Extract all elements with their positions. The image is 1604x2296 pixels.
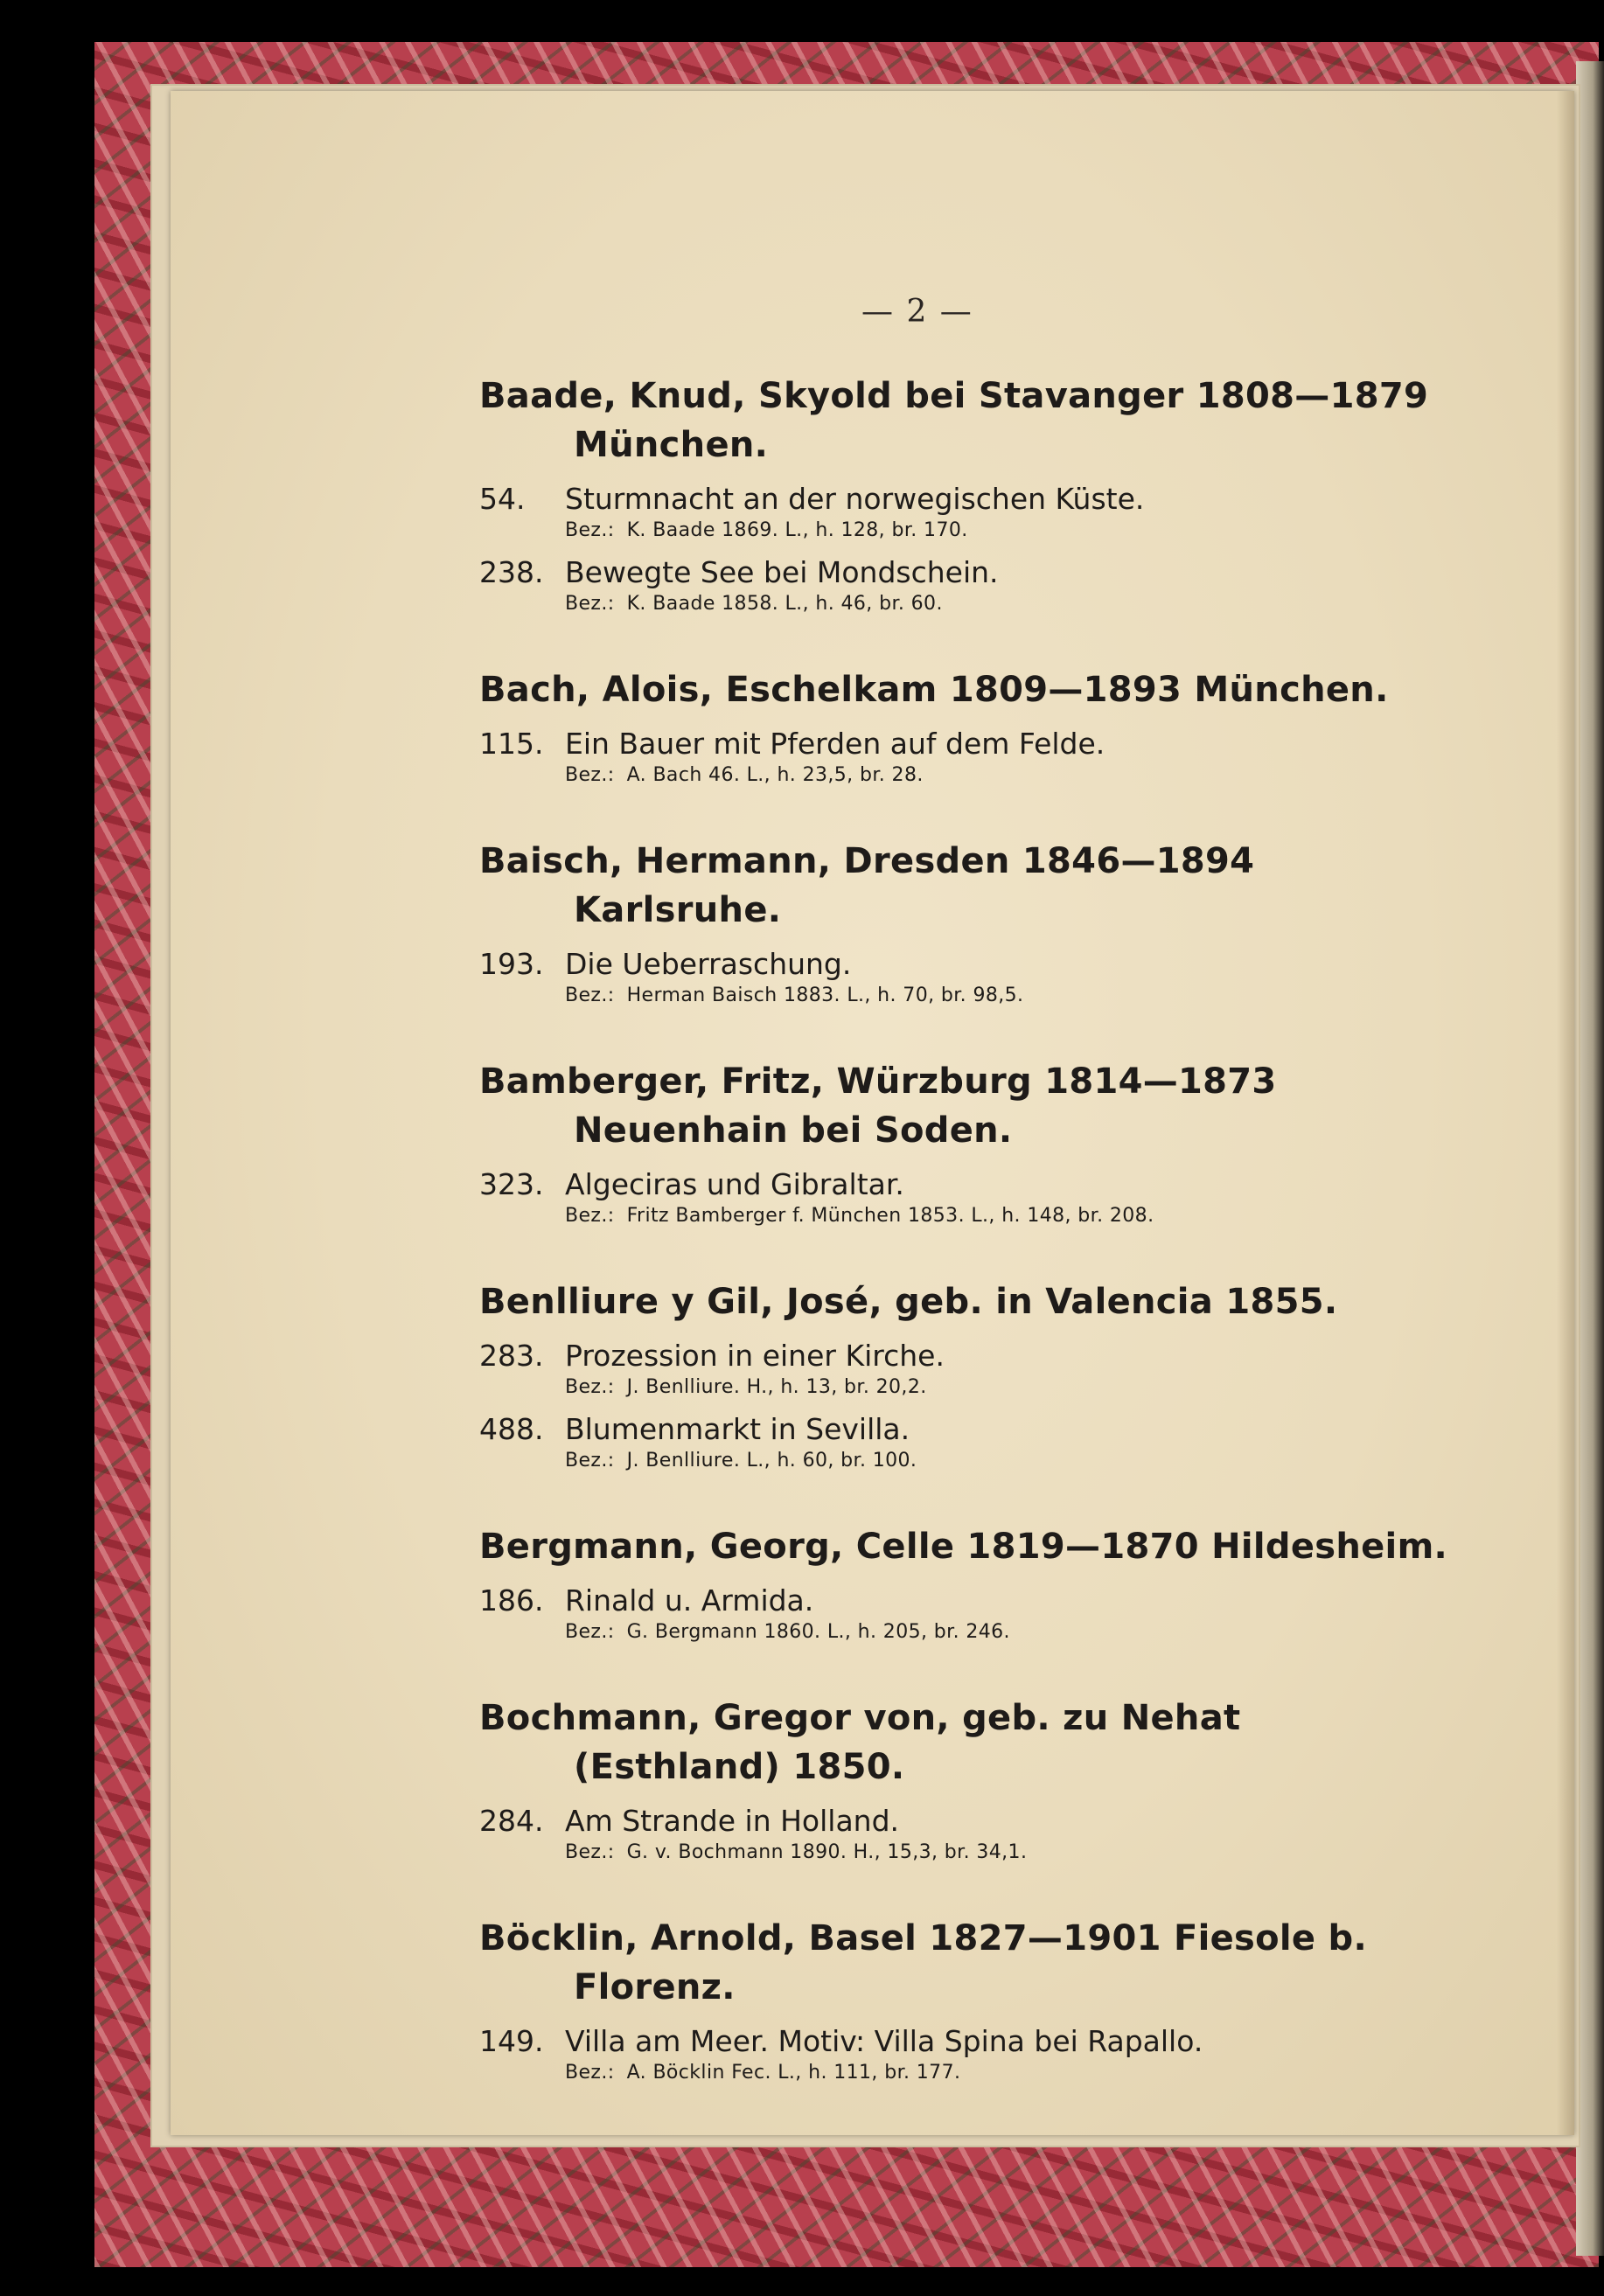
entry-number: 186. (479, 1583, 544, 1618)
artist-heading: Bochmann, Gregor von, geb. zu Nehat (Esthland) 1850. (479, 1698, 1241, 1787)
inscription-text: A. Bach 46. L., h. 23,5, br. 28. (626, 764, 924, 786)
inscription-text: J. Benlliure. H., h. 13, br. 20,2. (626, 1376, 927, 1398)
artist-heading: Baisch, Hermann, Dresden 1846—1894 Karlsruhe. (479, 841, 1255, 930)
artist-heading: Baade, Knud, Skyold bei Stavanger 1808—1879 München. (479, 376, 1429, 465)
inscription-line (565, 1620, 1459, 1645)
inscription-label: Bez.: (565, 1841, 615, 1863)
inscription-text: K. Baade 1869. L., h. 128, br. 170. (626, 519, 968, 541)
inscription-text: J. Benlliure. L., h. 60, br. 100. (626, 1450, 917, 1472)
catalog-entry (479, 725, 1459, 788)
inscription-label: Bez.: (565, 1376, 615, 1398)
inscription-line (565, 1449, 1459, 1473)
entry-number: 323. (479, 1167, 544, 1201)
inscription-line (565, 984, 1459, 1008)
page-number: — 2 — (861, 294, 973, 330)
inscription-label: Bez.: (565, 984, 615, 1006)
inscription-text: Fritz Bamberger f. München 1853. L., h. 148, br. 208. (626, 1205, 1154, 1227)
catalog-entry (479, 480, 1459, 543)
inscription-label: Bez.: (565, 519, 615, 541)
inscription-label: Bez.: (565, 593, 615, 615)
inscription-label: Bez.: (565, 1621, 615, 1643)
inscription-text: G. Bergmann 1860. L., h. 205, br. 246. (626, 1621, 1010, 1643)
entry-body (565, 2022, 1459, 2085)
entry-number: 193. (479, 947, 544, 981)
catalog-entry (479, 1337, 1459, 1400)
inscription-line (565, 1840, 1459, 1865)
entry-number: 115. (479, 727, 544, 761)
inscription-text: A. Böcklin Fec. L., h. 111, br. 177. (626, 2062, 961, 2084)
inscription-label: Bez.: (565, 1450, 615, 1472)
painting-title: Die Ueberraschung. (565, 947, 852, 981)
entry-body (565, 725, 1459, 788)
entry-body (565, 1410, 1459, 1473)
catalog-entry (479, 1410, 1459, 1473)
painting-title: Villa am Meer. Motiv: Villa Spina bei Rapallo. (565, 2024, 1203, 2058)
artist-heading: Bamberger, Fritz, Würzburg 1814—1873 Neuenhain bei Soden. (479, 1061, 1277, 1151)
entry-number: 283. (479, 1339, 544, 1373)
inscription-text: K. Baade 1858. L., h. 46, br. 60. (626, 593, 943, 615)
painting-title: Algeciras und Gibraltar. (565, 1167, 904, 1201)
entry-number: 149. (479, 2024, 544, 2058)
entry-number: 284. (479, 1804, 544, 1838)
painting-title: Bewegte See bei Mondschein. (565, 555, 999, 589)
catalog-entry (479, 553, 1459, 616)
painting-title: Am Strande in Holland. (565, 1804, 900, 1838)
catalog-entry (479, 945, 1459, 1008)
inscription-line (565, 1375, 1459, 1400)
page-fold-shadow (1557, 91, 1574, 2135)
inscription-text: G. v. Bochmann 1890. H., 15,3, br. 34,1. (626, 1841, 1028, 1863)
entry-number: 238. (479, 555, 544, 589)
inscription-text: Herman Baisch 1883. L., h. 70, br. 98,5. (626, 984, 1024, 1006)
entry-body (565, 1582, 1459, 1645)
catalog-content (479, 289, 1459, 2085)
entry-body (565, 553, 1459, 616)
painting-title: Prozession in einer Kirche. (565, 1339, 945, 1373)
catalog-entry (479, 2022, 1459, 2085)
entry-body (565, 480, 1459, 543)
painting-title: Rinald u. Armida. (565, 1583, 814, 1618)
entry-body (565, 1337, 1459, 1400)
entry-body (565, 1165, 1459, 1228)
painting-title: Sturmnacht an der norwegischen Küste. (565, 482, 1145, 516)
painting-title: Ein Bauer mit Pferden auf dem Felde. (565, 727, 1105, 761)
entry-number: 54. (479, 482, 526, 516)
inscription-line (565, 763, 1459, 788)
entry-body (565, 945, 1459, 1008)
catalog-entry (479, 1802, 1459, 1865)
painting-title: Blumenmarkt in Sevilla. (565, 1412, 910, 1446)
entry-number: 488. (479, 1412, 544, 1446)
inscription-label: Bez.: (565, 2062, 615, 2084)
inscription-line (565, 1204, 1459, 1228)
entry-body (565, 1802, 1459, 1865)
inscription-line (565, 518, 1459, 543)
artist-heading: Bach, Alois, Eschelkam 1809—1893 München. (479, 670, 1389, 710)
inscription-label: Bez.: (565, 764, 615, 786)
catalog-entry (479, 1165, 1459, 1228)
inscription-label: Bez.: (565, 1205, 615, 1227)
catalog-entry (479, 1582, 1459, 1645)
artist-heading: Böcklin, Arnold, Basel 1827—1901 Fiesole b. Florenz. (479, 1918, 1367, 2007)
artist-heading: Bergmann, Georg, Celle 1819—1870 Hildesheim. (479, 1527, 1448, 1567)
inscription-line (565, 592, 1459, 616)
artist-heading: Benlliure y Gil, José, geb. in Valencia 1855. (479, 1282, 1338, 1322)
inscription-line (565, 2061, 1459, 2085)
